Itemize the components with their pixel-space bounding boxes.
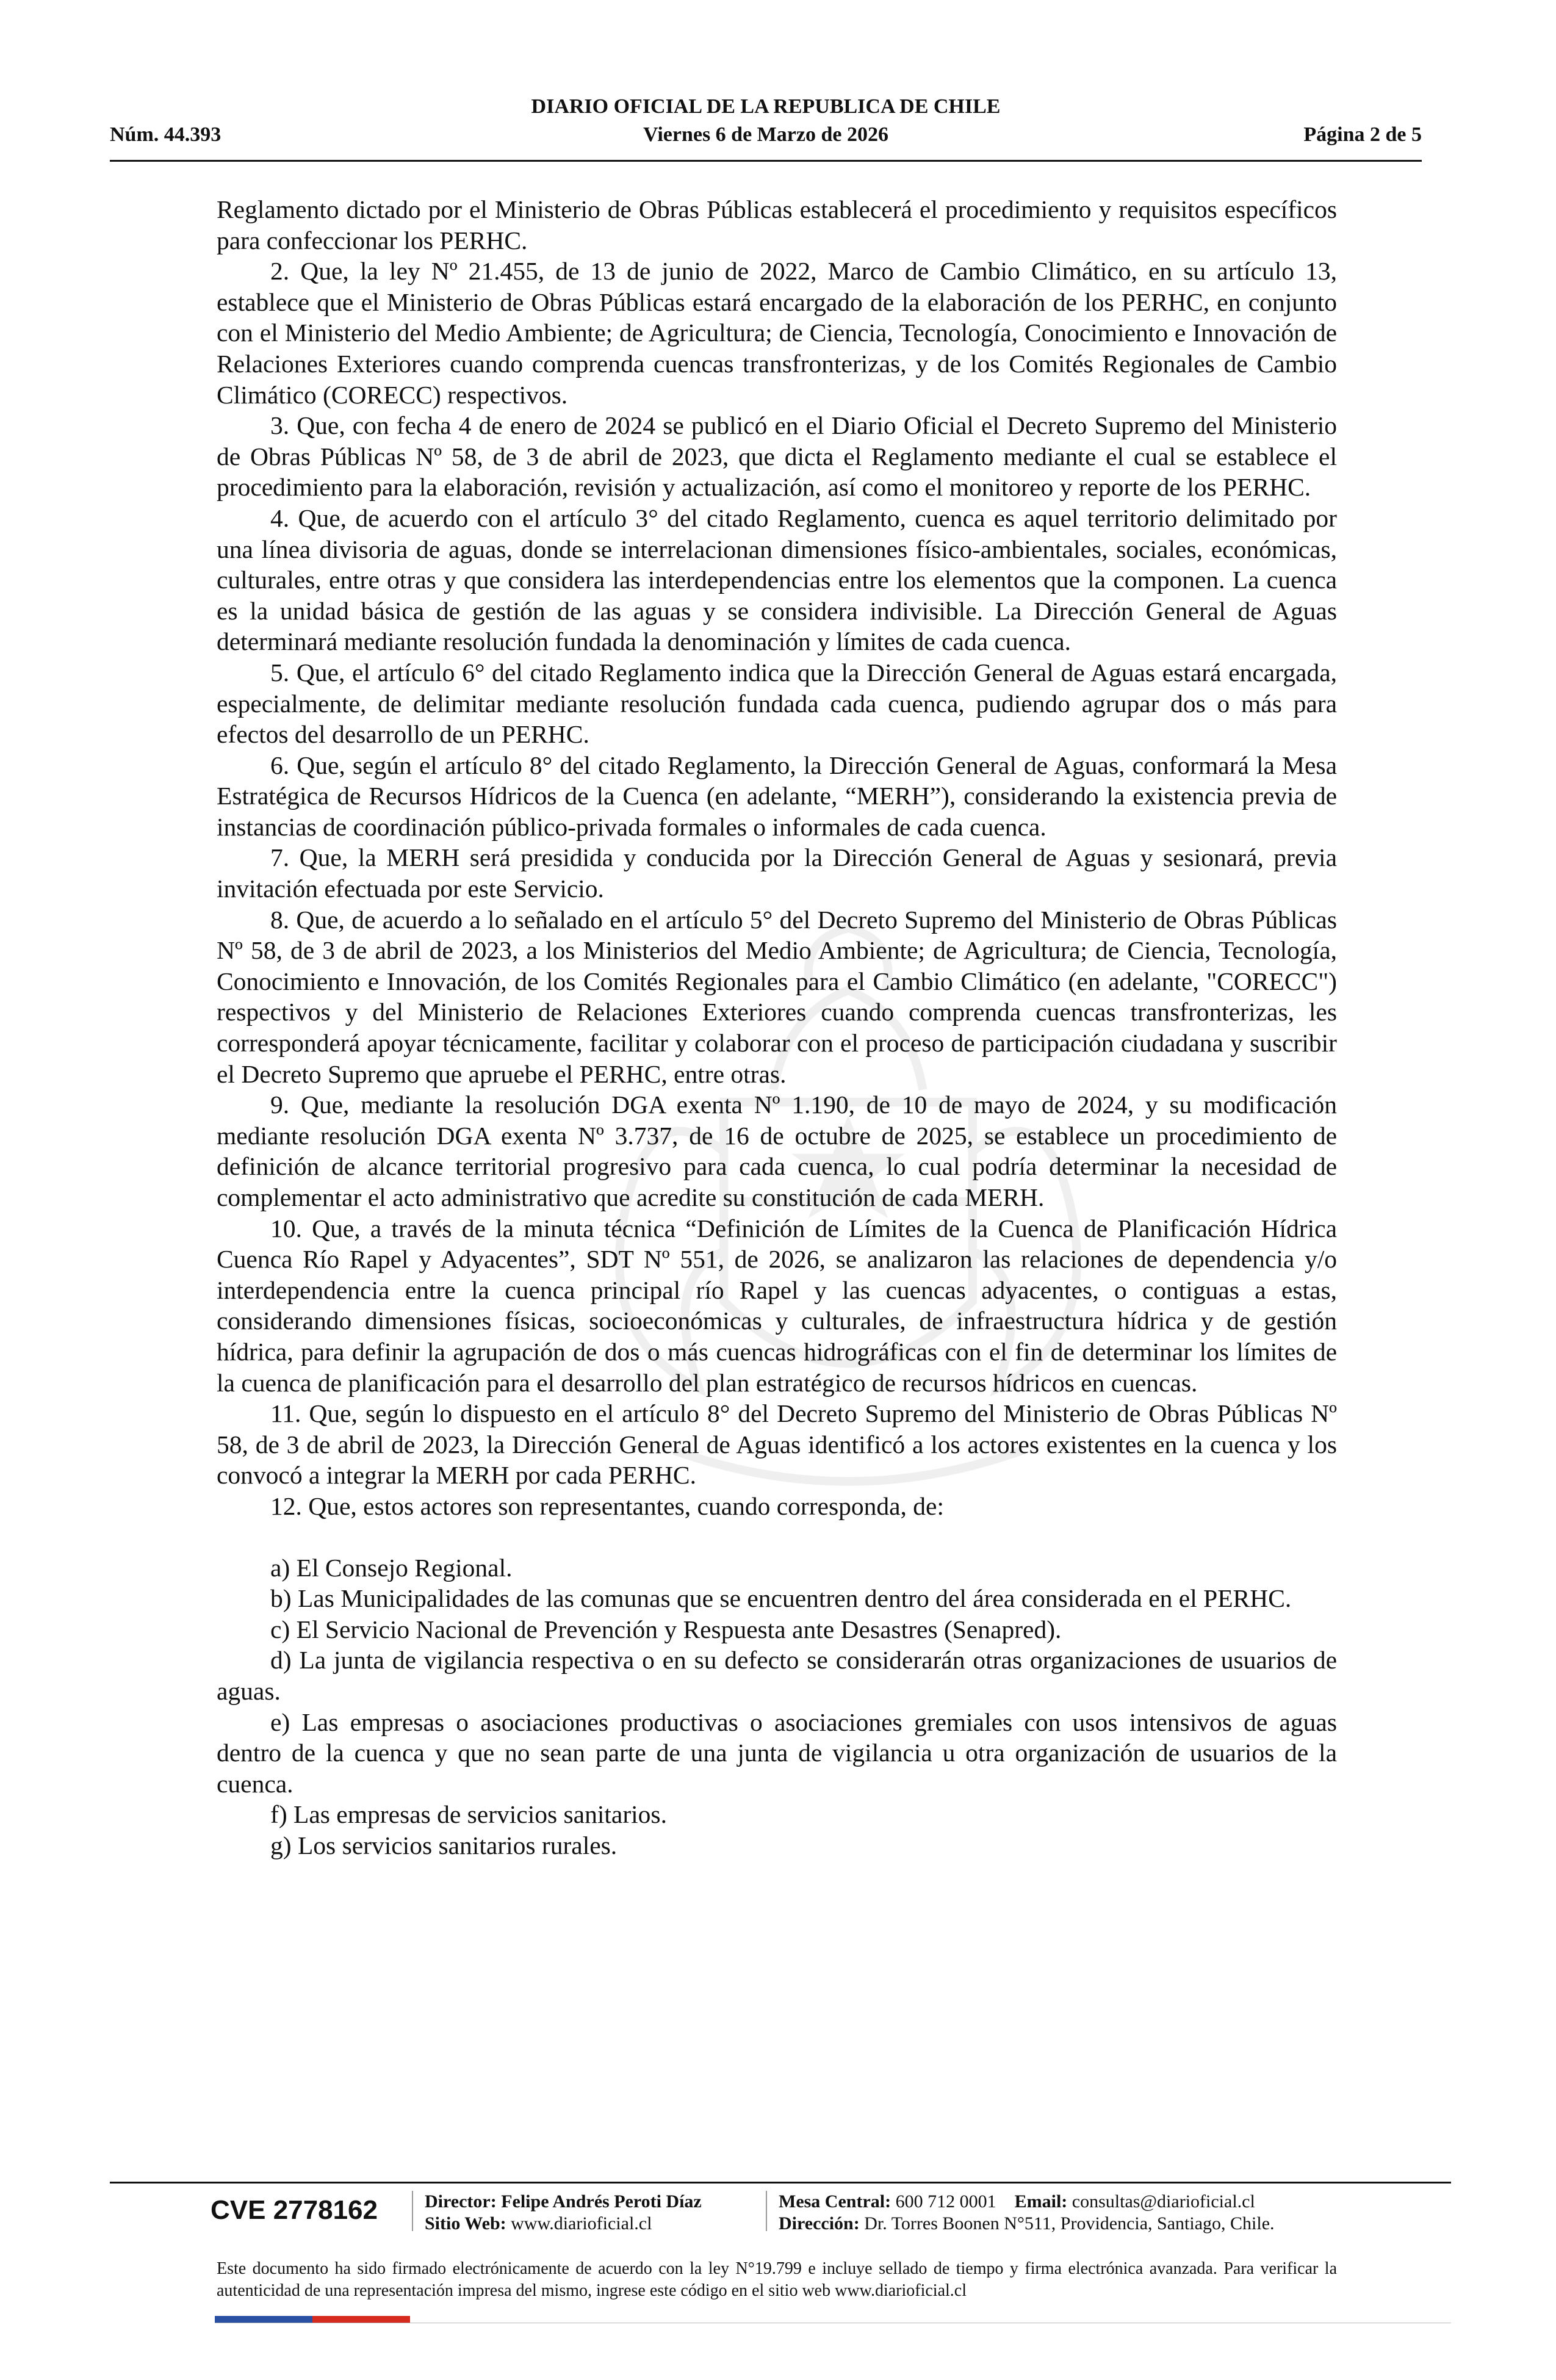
footer-divider	[110, 2182, 1451, 2183]
paragraph: 9. Que, mediante la resolución DGA exenta Nº 1.190, de 10 de mayo de 2024, y su modificación mediante resolución DGA exenta Nº 3.737, de 16 de octubre de 2025, se establece un procedimiento de definición de alcance territorial progresivo para cada cuenca, lo cual podría determinar la necesidad de complementar el acto administrativo que acredite su constitución de cada MERH.	[217, 1091, 1337, 1211]
page-header	[110, 93, 1422, 162]
signature-note: Este documento ha sido firmado electrónicamente de acuerdo con la ley N°19.799 e incluye sellado de tiempo y firma electrónica avanzada. Para verificar la autenticidad de una representación impresa del mismo, ingrese este código en el sitio web www.diarioficial.cl	[217, 2259, 1337, 2300]
paragraph: Reglamento dictado por el Ministerio de Obras Públicas establecerá el procedimiento y requisitos específicos para confeccionar los PERHC.	[217, 195, 1337, 254]
email-link[interactable]: consultas@diarioficial.cl	[1072, 2191, 1255, 2212]
paragraph: 11. Que, según lo dispuesto en el artículo 8° del Decreto Supremo del Ministerio de Obras Públicas Nº 58, de 3 de abril de 2023, la Dirección General de Aguas identificó a los actores existentes en la cuenca y los convocó a integrar la MERH por cada PERHC.	[217, 1399, 1337, 1490]
list-item: f) Las empresas de servicios sanitarios.	[270, 1800, 667, 1829]
paragraph: 6. Que, según el artículo 8° del citado Reglamento, la Dirección General de Aguas, conformará la Mesa Estratégica de Recursos Hídricos de la Cuenca (en adelante, “MERH”), considerando la existencia previa de instancias de coordinación público-privada formales o informales de cada cuenca.	[217, 751, 1337, 841]
issue-date: Viernes 6 de Marzo de 2026	[643, 123, 888, 146]
phone-label: Mesa Central:	[779, 2191, 891, 2212]
address-label: Dirección:	[779, 2213, 860, 2234]
director: Director: Felipe Andrés Peroti Díaz	[425, 2191, 702, 2212]
paragraph: 5. Que, el artículo 6° del citado Reglamento indica que la Dirección General de Aguas estará encargada, especialmente, de delimitar mediante resolución fundada cada cuenca, pudiendo agrupar dos o más para efectos del desarrollo de un PERHC.	[217, 658, 1337, 749]
list-item: a) El Consejo Regional.	[270, 1553, 513, 1582]
list-item: g) Los servicios sanitarios rurales.	[270, 1831, 618, 1859]
footer-separator	[766, 2191, 767, 2231]
email-label: Email:	[1014, 2191, 1068, 2212]
newspaper-title: DIARIO OFICIAL DE LA REPUBLICA DE CHILE	[531, 95, 1001, 118]
paragraph: 4. Que, de acuerdo con el artículo 3° del citado Reglamento, cuenca es aquel territorio delimitado por una línea divisoria de aguas, donde se interrelacionan dimensiones físico-ambientales, sociales, económicas, culturales, entre otras y que considera las interdependencias entre los elementos que la componen. La cuenca es la unidad básica de gestión de las aguas y se considera indivisible. La Dirección General de Aguas determinará mediante resolución fundada la denominación y límites de cada cuenca.	[217, 503, 1337, 656]
paragraph: 2. Que, la ley Nº 21.455, de 13 de junio de 2022, Marco de Cambio Climático, en su artículo 13, establece que el Ministerio de Obras Públicas estará encargado de la elaboración de los PERHC, en conjunto con el Ministerio del Medio Ambiente; de Agricultura; de Ciencia, Tecnología, Conocimiento e Innovación de Relaciones Exteriores cuando comprenda cuencas transfronterizas, y de los Comités Regionales de Cambio Climático (CORECC) respectivos.	[217, 257, 1337, 409]
paragraph: 7. Que, la MERH será presidida y conducida por la Dirección General de Aguas y sesionará, previa invitación efectuada por este Servicio.	[217, 843, 1337, 903]
website-label: Sitio Web:	[425, 2213, 506, 2234]
list-item: e) Las empresas o asociaciones productivas o asociaciones gremiales con usos intensivos de aguas dentro de la cuenca y que no sean parte de una junta de vigilancia u otra organización de usuarios de la cuenca.	[217, 1707, 1337, 1798]
footer-separator	[412, 2191, 413, 2231]
document-body	[217, 194, 1337, 1861]
page-number: Página 2 de 5	[1303, 123, 1422, 146]
blank-line	[217, 1522, 1337, 1552]
list-item: c) El Servicio Nacional de Prevención y Respuesta ante Desastres (Senapred).	[270, 1615, 1062, 1643]
paragraph: 3. Que, con fecha 4 de enero de 2024 se publicó en el Diario Oficial el Decreto Supremo del Ministerio de Obras Públicas Nº 58, de 3 de abril de 2023, que dicta el Reglamento mediante el cual se establece el procedimiento para la elaboración, revisión y actualización, así como el monitoreo y reporte de los PERHC.	[217, 411, 1337, 502]
address: Dr. Torres Boonen N°511, Providencia, Santiago, Chile.	[864, 2213, 1275, 2234]
paragraph: 8. Que, de acuerdo a lo señalado en el artículo 5° del Decreto Supremo del Ministerio de Obras Públicas Nº 58, de 3 de abril de 2023, a los Ministerios del Medio Ambiente; de Agricultura; de Ciencia, Tecnología, Conocimiento e Innovación, de los Comités Regionales para el Cambio Climático (en adelante, "CORECC") respectivos y del Ministerio de Relaciones Exteriores cuando comprenda cuencas transfronterizas, les corresponderá apoyar técnicamente, facilitar y colaborar con el proceso de participación ciudadana y suscribir el Decreto Supremo que apruebe el PERHC, entre otras.	[217, 905, 1337, 1088]
list-item: b) Las Municipalidades de las comunas que se encuentren dentro del área considerada en el PERHC.	[270, 1584, 1292, 1613]
cve-code: CVE 2778162	[211, 2195, 378, 2225]
paragraph: 10. Que, a través de la minuta técnica “Definición de Límites de la Cuenca de Planificación Hídrica Cuenca Río Rapel y Adyacentes”, SDT Nº 551, de 2026, se analizaron las relaciones de dependencia y/o interdependencia entre la cuenca principal río Rapel y las cuencas adyacentes, o contiguas a estas, considerando dimensiones físicas, socioeconómicas y culturales, de infraestructura hídrica y de gestión hídrica, para definir la agrupación de dos o más cuencas hidrográficas con el fin de determinar los límites de la cuenca de planificación para el desarrollo del plan estratégico de recursos hídricos en cuencas.	[217, 1214, 1337, 1397]
footer-director-block	[425, 2191, 702, 2235]
website-link[interactable]: www.diarioficial.cl	[511, 2213, 652, 2234]
footer-contact-block	[779, 2191, 1275, 2235]
list-item: d) La junta de vigilancia respectiva o en su defecto se considerarán otras organizaciones de usuarios de aguas.	[217, 1646, 1337, 1705]
phone-number: 600 712 0001	[895, 2191, 996, 2212]
paragraph: 12. Que, estos actores son representantes, cuando corresponda, de:	[270, 1491, 944, 1520]
issue-number: Núm. 44.393	[110, 123, 222, 146]
